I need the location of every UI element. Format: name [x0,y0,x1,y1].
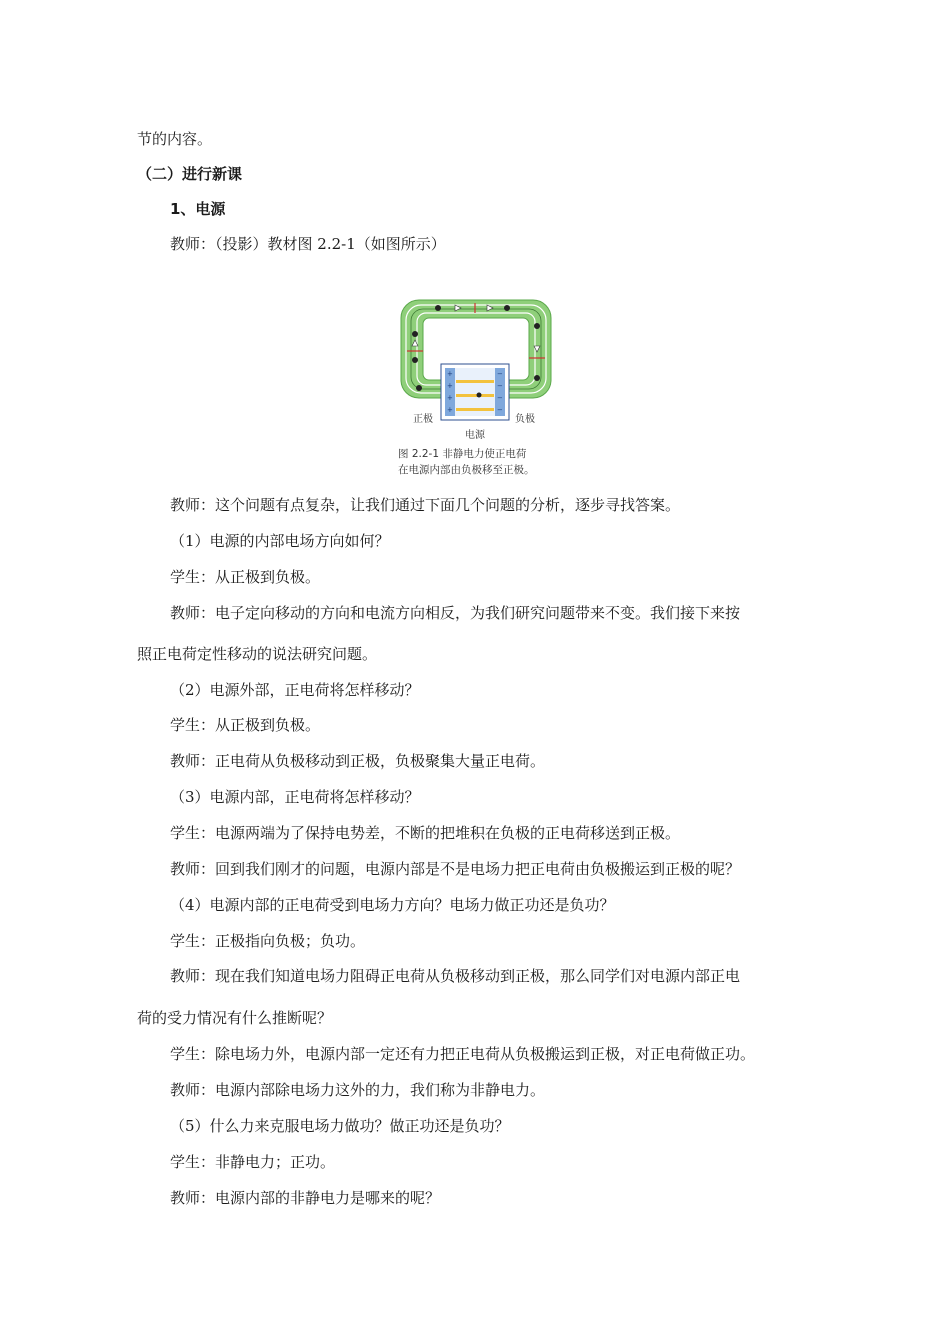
paragraph-line: （1）电源的内部电场方向如何？ [170,532,390,550]
svg-text:−: − [497,394,503,402]
paragraph-line: 学生：除电场力外，电源内部一定还有力把正电荷从负极搬运到正极，对正电荷做正功。 [170,1045,756,1063]
svg-text:−: − [497,406,503,414]
svg-text:−: − [497,382,503,390]
paragraph-line: 教师：回到我们刚才的问题，电源内部是不是电场力把正电荷由负极搬运到正极的呢？ [170,860,741,878]
negative-terminal-label: 负极 [515,414,535,425]
paragraph-line: 教师：正电荷从负极移动到正极，负极聚集大量正电荷。 [170,752,546,770]
svg-text:−: − [497,370,503,378]
paragraph-line: （5）什么力来克服电场力做功？做正功还是负功？ [170,1117,510,1135]
paragraph-line: （2）电源外部，正电荷将怎样移动？ [170,681,420,699]
subsection-heading: 1、电源 [170,200,226,218]
paragraph-line: 节的内容。 [137,130,213,148]
figure-caption-line: 在电源内部由负极移至正极。 [398,464,535,476]
positive-terminal-label: 正极 [413,414,433,425]
paragraph-line: 学生：非静电力；正功。 [170,1153,336,1171]
paragraph-line: 学生：正极指向负极；负功。 [170,932,366,950]
figure-caption-line: 图 2.2-1 非静电力使正电荷 [398,448,527,460]
paragraph-line: 学生：电源两端为了保持电势差，不断的把堆积在负极的正电荷移送到正极。 [170,824,681,842]
svg-text:+: + [447,370,453,378]
power-source-label: 电源 [465,430,485,441]
paragraph-line: 学生：从正极到负极。 [170,716,321,734]
svg-text:+: + [447,406,453,414]
paragraph-line: （3）电源内部，正电荷将怎样移动？ [170,788,420,806]
paragraph-line: （4）电源内部的正电荷受到电场力方向？电场力做正功还是负功？ [170,896,615,914]
section-heading: （二）进行新课 [137,165,243,183]
paragraph-line: 教师：这个问题有点复杂，让我们通过下面几个问题的分析，逐步寻找答案。 [170,496,681,514]
svg-text:+: + [447,394,453,402]
paragraph-line: 照正电荷定性移动的说法研究问题。 [137,645,378,663]
paragraph-line: 教师：电子定向移动的方向和电流方向相反，为我们研究问题带来不变。我们接下来按 [170,604,741,622]
paragraph-line: 教师：电源内部的非静电力是哪来的呢？ [170,1189,441,1207]
svg-text:+: + [447,382,453,390]
paragraph-line: 教师：（投影）教材图 2.2-1（如图所示） [170,235,446,253]
paragraph-line: 教师：现在我们知道电场力阻碍正电荷从负极移动到正极，那么同学们对电源内部正电 [170,967,741,985]
paragraph-line: 荷的受力情况有什么推断呢？ [137,1009,333,1027]
paragraph-line: 学生：从正极到负极。 [170,568,321,586]
paragraph-line: 教师：电源内部除电场力这外的力，我们称为非静电力。 [170,1081,546,1099]
